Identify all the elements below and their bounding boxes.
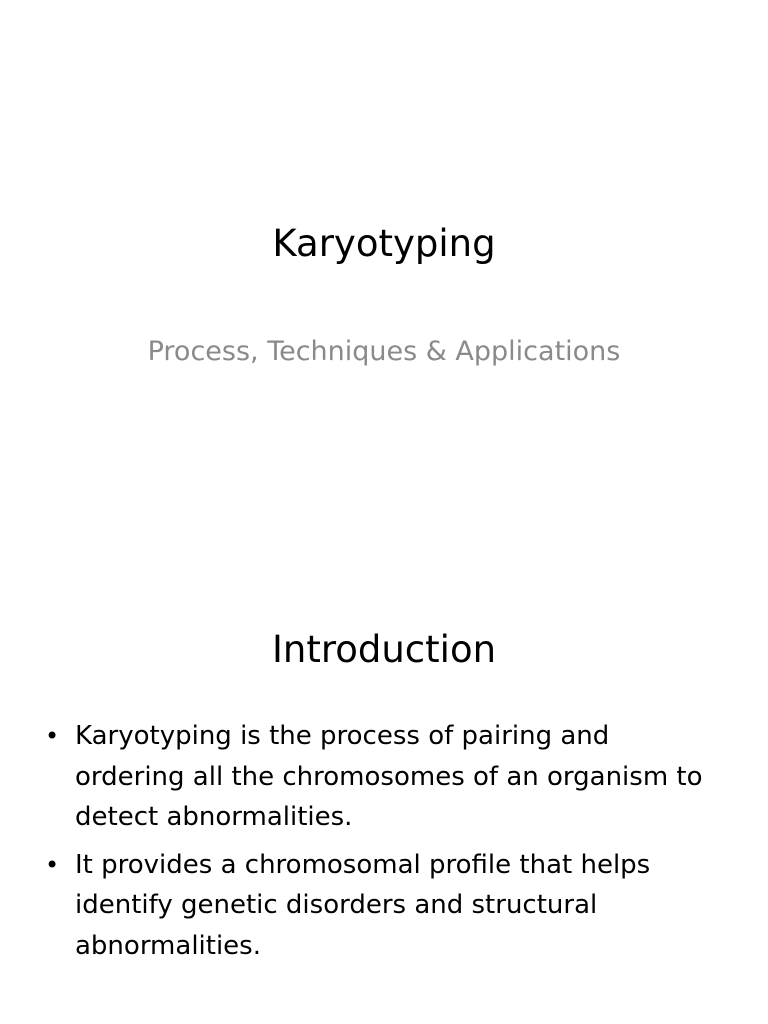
slide-title: Karyotyping (272, 222, 496, 265)
bullet-icon: • (45, 850, 60, 879)
introduction-slide (0, 576, 768, 1024)
bullet-list (45, 716, 725, 973)
slide-title: Introduction (271, 628, 497, 671)
bullet-text: It provides a chromosomal profile that helps identify genetic disorders and structural abnormalities. (75, 849, 651, 961)
bullet-item (45, 845, 725, 967)
bullet-icon: • (45, 722, 60, 750)
bullet-item (45, 716, 725, 838)
slide-subtitle: Process, Techniques & Applications (147, 336, 621, 367)
bullet-text: Karyotyping is the process of pairing and ordering all the chromosomes of an organism to detect abnormalities. (75, 721, 703, 832)
